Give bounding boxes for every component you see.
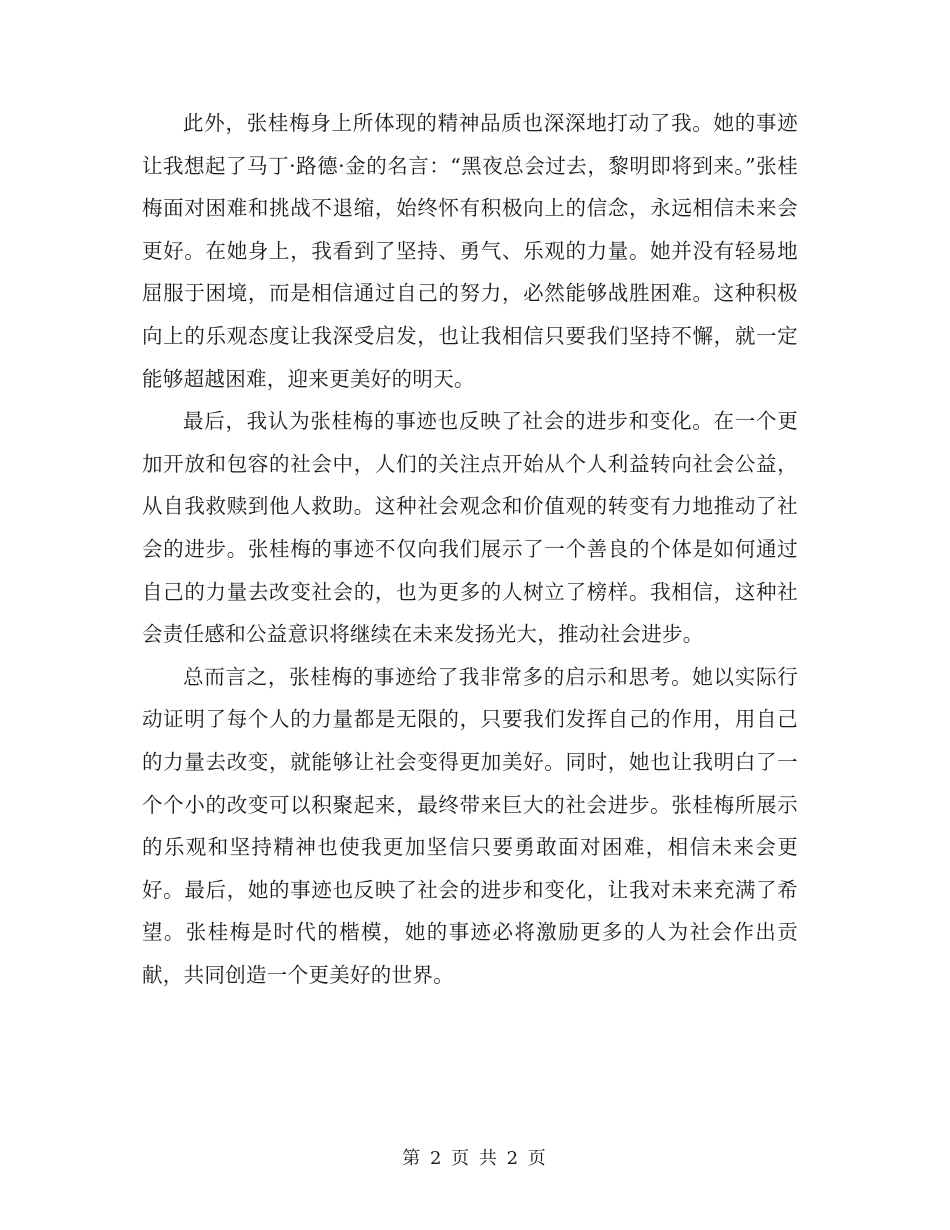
page-number-footer: 第 2 页 共 2 页	[402, 1148, 548, 1169]
paragraph-social-progress: 最后，我认为张桂梅的事迹也反映了社会的进步和变化。在一个更加开放和包容的社会中，人们的关注点开始从个人利益转向社会公益，从自我救赎到他人救助。这种社会观念和价值观的转变有力地推动了社会的进步。张桂梅的事迹不仅向我们展示了一个善良的个体是如何通过自己的力量去改变社会的，也为更多的人树立了榜样。我相信，这种社会责任感和公益意识将继续在未来发扬光大，推动社会进步。	[142, 409, 798, 647]
paragraph-conclusion: 总而言之，张桂梅的事迹给了我非常多的启示和思考。她以实际行动证明了每个人的力量都是无限的，只要我们发挥自己的作用，用自己的力量去改变，就能够让社会变得更加美好。同时，她也让我明白了一个个小的改变可以积聚起来，最终带来巨大的社会进步。张桂梅所展示的乐观和坚持精神也使我更加坚信只要勇敢面对困难，相信未来会更好。最后，她的事迹也反映了社会的进步和变化，让我对未来充满了希望。张桂梅是时代的楷模，她的事迹必将激励更多的人为社会作出贡献，共同创造一个更美好的世界。	[142, 664, 798, 987]
paragraph-inspiration: 此外，张桂梅身上所体现的精神品质也深深地打动了我。她的事迹让我想起了马丁·路德·金的名言：“黑夜总会过去，黎明即将到来。”张桂梅面对困难和挑战不退缩，始终怀有积极向上的信念，永远相信未来会更好。在她身上，我看到了坚持、勇气、乐观的力量。她并没有轻易地屈服于困境，而是相信通过自己的努力，必然能够战胜困难。这种积极向上的乐观态度让我深受启发，也让我相信只要我们坚持不懈，就一定能够超越困难，迎来更美好的明天。	[142, 111, 798, 391]
document-body	[142, 102, 798, 996]
